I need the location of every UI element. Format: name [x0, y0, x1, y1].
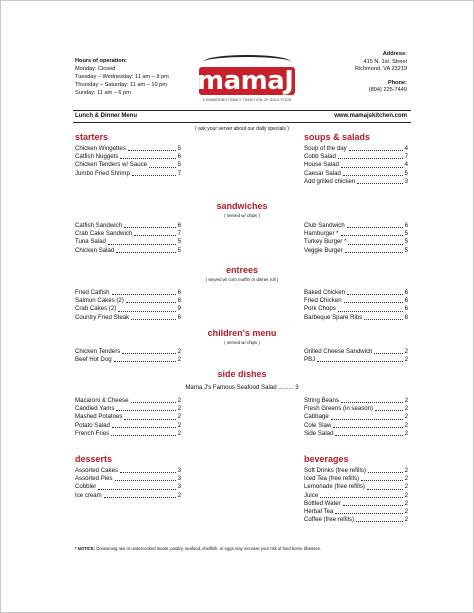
dot-leader: [317, 356, 402, 362]
menu-item-price: 5: [177, 246, 181, 254]
menu-item: [304, 405, 408, 413]
menu-item-name: Chicken Tenders: [75, 348, 121, 355]
dot-leader: [341, 161, 403, 167]
menu-item-name: Baked Chicken: [304, 289, 345, 296]
menu-item: [304, 508, 408, 516]
menu-item-name: Crab Cake Sandwich: [75, 230, 133, 238]
dot-leader: [341, 397, 403, 403]
menu-item: [75, 422, 181, 430]
dot-leader: [331, 413, 403, 419]
entrees-title: entrees: [225, 265, 259, 275]
menu-item-name: String Beans: [304, 397, 339, 404]
menu-item-price: 2: [177, 491, 181, 499]
dot-leader: [132, 170, 176, 176]
dot-leader: [341, 230, 403, 236]
dot-leader: [335, 508, 402, 514]
dot-leader: [120, 467, 176, 473]
website-link[interactable]: www.mamajskitchen.com: [334, 113, 407, 119]
dot-leader: [345, 247, 403, 253]
menu-item-price: 5: [177, 161, 181, 169]
menu-item-price: 2: [404, 397, 408, 404]
menu-item-name: Chicken Tenders w/ Sauce: [75, 161, 148, 169]
dot-leader: [149, 161, 176, 167]
menu-item-name: Veggie Burger: [304, 246, 343, 254]
childrens-menu-title: children's menu: [207, 328, 277, 338]
hours-block: [75, 57, 169, 97]
menu-item-name: Cabbage: [304, 413, 329, 421]
hours-line: Thursday – Saturday: 11 am – 10 pm: [75, 82, 167, 88]
menu-item: [304, 289, 408, 297]
menu-item: [304, 492, 408, 500]
menu-item-price: 5: [177, 238, 181, 246]
menu-item-name: Side Salad: [304, 429, 334, 437]
menu-item-price: 3: [177, 467, 181, 474]
menu-item-name: Iced Tea (free refills): [304, 475, 360, 483]
menu-item: [75, 405, 181, 413]
menu-item-name: Assorted Pies: [75, 475, 113, 483]
hours-line: Tuesday – Wednesday: 11 am – 9 pm: [75, 74, 169, 80]
dot-leader: [347, 222, 403, 228]
menu-item: [304, 483, 408, 491]
menu-item-price: 2: [404, 491, 408, 499]
address-heading: Address:: [382, 51, 407, 57]
menu-item-price: 2: [177, 348, 181, 355]
menu-item: [75, 430, 181, 438]
menu-item: [304, 430, 408, 438]
menu-item-price: 2: [177, 405, 181, 413]
specials-note: ( ask your server about our daily specials ): [195, 126, 289, 132]
menu-item: [304, 170, 408, 178]
menu-item: [75, 348, 181, 356]
menu-item: [304, 467, 408, 475]
menu-item-name: French Fries: [75, 429, 110, 437]
logo-word: mamaJ's: [197, 66, 316, 96]
dot-leader: [374, 348, 402, 354]
menu-item: [75, 305, 181, 313]
menu-item: [304, 153, 408, 161]
menu-item-price: 2: [177, 421, 181, 429]
menu-item-name: Mashed Potatoes: [75, 413, 123, 421]
menu-item-name: Salmon Cakes (2): [75, 297, 124, 305]
menu-item-price: 2: [177, 397, 181, 404]
menu-item-price: 2: [404, 413, 408, 421]
menu-item-price: 6: [177, 222, 181, 229]
featured-seafood-salad: Mama J's Famous Seafood Salad ......... 3: [185, 384, 299, 391]
menu-item: [304, 475, 408, 483]
menu-item: [75, 238, 181, 246]
menu-item: [75, 247, 181, 255]
menu-item-price: 5: [404, 230, 408, 238]
menu-item-price: 3: [177, 475, 181, 483]
header-rule-bottom: [73, 122, 411, 123]
dot-leader: [367, 483, 403, 489]
menu-item-name: Coffee (free refills): [304, 516, 355, 524]
menu-item-price: 2: [177, 429, 181, 437]
menu-item-price: 9: [177, 305, 181, 313]
menu-item-price: 6: [404, 289, 408, 296]
menu-item-name: Chicken Salad: [75, 246, 115, 254]
dot-leader: [124, 413, 175, 419]
menu-item: [75, 356, 181, 364]
menu-item: [75, 483, 181, 491]
menu-item-name: Add grilled chicken: [304, 177, 356, 185]
dot-leader: [120, 153, 175, 159]
menu-item-price: 2: [404, 356, 408, 364]
menu-item-name: Assorted Cakes: [75, 467, 119, 474]
dot-leader: [116, 405, 175, 411]
menu-item-name: Pork Chops: [304, 305, 336, 313]
dot-leader: [338, 305, 403, 311]
dot-leader: [343, 170, 403, 176]
menu-item-price: 2: [404, 467, 408, 474]
entrees-right-list: [304, 289, 408, 322]
menu-item: [304, 161, 408, 169]
menu-item-price: 6: [177, 289, 181, 296]
entrees-left-list: [75, 289, 181, 322]
menu-item-price: 6: [404, 222, 408, 229]
childrens-left-list: [75, 348, 181, 364]
menu-item: [304, 238, 408, 246]
menu-item-price: 7: [404, 153, 408, 161]
menu-item-price: 2: [177, 356, 181, 364]
menu-item: [75, 413, 181, 421]
menu-item: [304, 145, 408, 153]
menu-item-name: Cole Slaw: [304, 421, 332, 429]
menu-item: [304, 247, 408, 255]
address-line1: 415 N. 1st. Street: [363, 58, 407, 65]
notice-text: Consuming raw or undercooked meats, poultry, seafood, shellfish, or eggs may increase your risk of food borne illnesses.: [96, 546, 321, 551]
menu-item-price: 3: [404, 177, 408, 185]
menu-item-name: Fried Chicken: [304, 297, 342, 305]
desserts-list: [75, 467, 181, 500]
sides-right-list: [304, 397, 408, 438]
menu-item-name: Cobb Salad: [304, 153, 336, 161]
dot-leader: [320, 492, 402, 498]
menu-item-price: 7: [177, 169, 181, 177]
sandwiches-note: ( served w/ chips ): [224, 213, 260, 218]
dot-leader: [333, 422, 402, 428]
dot-leader: [347, 289, 403, 295]
menu-item-price: 7: [177, 230, 181, 238]
menu-item-price: 5: [404, 169, 408, 177]
menu-item: [304, 516, 408, 524]
menu-item-name: Potato Salad: [75, 421, 110, 429]
menu-item: [75, 492, 181, 500]
menu-item-name: Beef Hot Dog: [75, 356, 112, 364]
menu-item: [304, 397, 408, 405]
phone-heading: Phone:: [388, 79, 407, 86]
menu-item-price: 2: [404, 421, 408, 429]
dot-leader: [348, 238, 402, 244]
dot-leader: [104, 492, 176, 498]
menu-item: [75, 397, 181, 405]
menu-item-name: Fried Catfish: [75, 289, 110, 296]
dot-leader: [126, 297, 176, 303]
menu-item: [75, 145, 181, 153]
menu-item-price: 5: [404, 246, 408, 254]
menu-item: [75, 230, 181, 238]
menu-item-price: 2: [404, 516, 408, 524]
dot-leader: [335, 430, 402, 436]
menu-item-name: Club Sandwich: [304, 222, 345, 229]
dot-leader: [98, 483, 175, 489]
menu-item-price: 8: [177, 297, 181, 305]
sandwiches-left-list: [75, 222, 181, 255]
menu-item-name: PBJ: [304, 356, 316, 364]
menu-item-name: House Salad: [304, 161, 339, 169]
hours-heading: Hours of operation:: [75, 58, 127, 64]
address-line2: Richmond, VA 23219: [354, 66, 407, 73]
menu-item: [75, 170, 181, 178]
dot-leader: [134, 230, 175, 236]
dot-leader: [108, 238, 176, 244]
menu-item-price: 8: [404, 313, 408, 321]
menu-item-price: 4: [404, 145, 408, 152]
menu-item-price: 6: [404, 305, 408, 313]
dot-leader: [124, 222, 176, 228]
menu-item-price: 2: [404, 405, 408, 413]
menu-item-price: 4: [404, 161, 408, 169]
dot-leader: [356, 516, 403, 522]
soups-salads-title: soups & salads: [304, 132, 371, 142]
dot-leader: [112, 422, 176, 428]
starters-title: starters: [75, 132, 109, 142]
logo-tagline: A SIMMERING FAMILY TRADITION OF SOUL FOOD: [202, 98, 292, 102]
dot-leader: [368, 467, 403, 473]
food-safety-notice: [75, 546, 415, 551]
menu-title: Lunch & Dinner Menu: [75, 113, 137, 119]
menu-item-price: 2: [177, 413, 181, 421]
dot-leader: [375, 405, 403, 411]
dot-leader: [114, 356, 176, 362]
menu-item: [304, 222, 408, 230]
menu-item-price: 2: [404, 483, 408, 491]
menu-item: [304, 178, 408, 186]
dot-leader: [131, 397, 176, 403]
menu-item-name: Catfish Nuggets: [75, 153, 119, 161]
dot-leader: [338, 153, 403, 159]
menu-item-name: Caesar Salad: [304, 169, 341, 177]
dot-leader: [111, 430, 175, 436]
menu-item: [304, 413, 408, 421]
beverages-title: beverages: [304, 454, 349, 464]
menu-item-name: Chicken Wingettes: [75, 145, 126, 152]
childrens-right-list: [304, 348, 408, 364]
menu-item: [304, 305, 408, 313]
hours-line: Sunday: 11 am – 6 pm: [75, 90, 131, 96]
menu-item: [75, 475, 181, 483]
entrees-note: ( served w/ corn muffin or dinner roll ): [205, 277, 279, 282]
menu-item-price: 2: [404, 429, 408, 437]
menu-item-name: Turkey Burger *: [304, 238, 347, 246]
beverages-list: [304, 467, 408, 524]
dot-leader: [357, 178, 402, 184]
menu-item: [304, 314, 408, 322]
menu-item: [304, 230, 408, 238]
dot-leader: [349, 145, 403, 151]
menu-item-name: Ice cream: [75, 491, 102, 499]
dot-leader: [112, 289, 176, 295]
menu-item: [304, 500, 408, 508]
soups-salads-list: [304, 145, 408, 186]
menu-item: [304, 297, 408, 305]
menu-item-price: 2: [404, 508, 408, 516]
mamajs-logo: [197, 53, 316, 109]
hours-line: Monday: Closed: [75, 66, 116, 72]
menu-item-name: Juice: [304, 491, 319, 499]
dot-leader: [364, 314, 402, 320]
menu-item-price: 6: [177, 313, 181, 321]
menu-item-name: Soft Drinks (free refills): [304, 467, 366, 474]
menu-item-name: Tuna Salad: [75, 238, 106, 246]
menu-item: [304, 356, 408, 364]
menu-item-price: 5: [177, 145, 181, 152]
menu-item: [75, 467, 181, 475]
desserts-title: desserts: [75, 454, 113, 464]
sandwiches-right-list: [304, 222, 408, 255]
childrens-note: ( served w/ chips ): [224, 340, 260, 345]
menu-item-name: Herbal Tea: [304, 508, 334, 516]
menu-item-name: Fresh Greens (in season): [304, 405, 374, 413]
dot-leader: [344, 297, 403, 303]
menu-item-name: Hamburger *: [304, 230, 339, 238]
header-rule-top: [73, 110, 411, 111]
menu-item-price: 2: [404, 348, 408, 355]
menu-item-price: 5: [404, 238, 408, 246]
menu-item-name: Macaroni & Cheese: [75, 397, 129, 404]
dot-leader: [343, 500, 403, 506]
menu-item: [75, 222, 181, 230]
sides-left-list: [75, 397, 181, 438]
menu-item: [75, 153, 181, 161]
menu-item: [75, 161, 181, 169]
menu-item-name: Jumbo Fried Shrimp: [75, 169, 130, 177]
menu-item-name: Barbeque Spare Ribs: [304, 313, 363, 321]
menu-item-price: 6: [404, 297, 408, 305]
menu-item-name: Soup of the day: [304, 145, 347, 152]
menu-item-name: Grilled Cheese Sandwich: [304, 348, 373, 355]
menu-item-name: Crab Cakes (2): [75, 305, 117, 313]
menu-item-name: Bottled Water: [304, 499, 341, 507]
menu-item-name: Lemonade (free refills): [304, 483, 365, 491]
address-block: [355, 51, 407, 95]
dot-leader: [128, 145, 176, 151]
menu-item-price: 2: [404, 475, 408, 483]
dot-leader: [361, 475, 403, 481]
menu-item-price: 3: [177, 483, 181, 491]
menu-item: [75, 289, 181, 297]
notice-label: * NOTICE:: [75, 546, 96, 551]
menu-item-price: 6: [177, 153, 181, 161]
dot-leader: [115, 475, 176, 481]
menu-item: [304, 348, 408, 356]
menu-item-name: Cobbler: [75, 483, 97, 491]
menu-item: [304, 422, 408, 430]
dot-leader: [116, 247, 175, 253]
menu-item: [75, 314, 181, 322]
starters-list: [75, 145, 181, 178]
menu-item-name: Catfish Sandwich: [75, 222, 123, 229]
menu-item: [75, 297, 181, 305]
menu-item-name: Country Fried Steak: [75, 313, 130, 321]
dot-leader: [118, 305, 175, 311]
menu-item-name: Candied Yams: [75, 405, 115, 413]
phone-number: (804) 225-7449: [368, 87, 407, 94]
dot-leader: [131, 314, 175, 320]
menu-item-price: 2: [404, 499, 408, 507]
sandwiches-title: sandwiches: [216, 201, 268, 211]
dot-leader: [122, 348, 175, 354]
side-dishes-title: side dishes: [217, 369, 267, 379]
